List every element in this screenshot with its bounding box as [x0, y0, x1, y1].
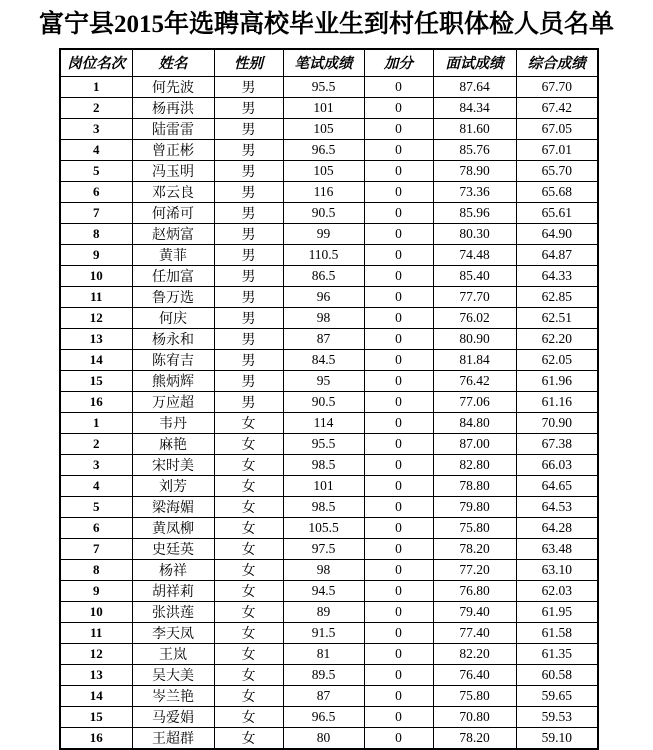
bonus-cell: 0 — [364, 559, 433, 580]
page-title: 富宁县2015年选聘高校毕业生到村任职体检人员名单 — [38, 11, 614, 38]
interview-score-cell: 75.80 — [433, 517, 516, 538]
name-cell: 王岚 — [132, 643, 214, 664]
overall-score-cell: 62.85 — [516, 286, 598, 307]
table-row — [60, 139, 598, 160]
overall-score-cell: 65.61 — [516, 202, 598, 223]
rank-cell: 11 — [60, 622, 132, 643]
rank-cell: 9 — [60, 580, 132, 601]
written-score-cell: 96.5 — [283, 139, 364, 160]
overall-score-cell: 64.53 — [516, 496, 598, 517]
interview-score-cell: 78.80 — [433, 475, 516, 496]
bonus-cell: 0 — [364, 181, 433, 202]
written-score-cell: 95.5 — [283, 433, 364, 454]
table-row — [60, 622, 598, 643]
overall-score-cell: 64.87 — [516, 244, 598, 265]
overall-score-cell: 64.65 — [516, 475, 598, 496]
interview-score-cell: 77.40 — [433, 622, 516, 643]
overall-score-cell: 64.28 — [516, 517, 598, 538]
written-score-cell: 96 — [283, 286, 364, 307]
bonus-cell: 0 — [364, 727, 433, 749]
interview-score-cell: 70.80 — [433, 706, 516, 727]
table-row — [60, 727, 598, 749]
interview-score-cell: 73.36 — [433, 181, 516, 202]
interview-score-cell: 78.20 — [433, 538, 516, 559]
bonus-cell: 0 — [364, 118, 433, 139]
overall-score-cell: 62.05 — [516, 349, 598, 370]
overall-score-cell: 63.10 — [516, 559, 598, 580]
written-score-cell: 95 — [283, 370, 364, 391]
bonus-cell: 0 — [364, 202, 433, 223]
name-cell: 杨再洪 — [132, 97, 214, 118]
table-row — [60, 580, 598, 601]
interview-score-cell: 77.20 — [433, 559, 516, 580]
name-cell: 宋时美 — [132, 454, 214, 475]
rank-cell: 12 — [60, 307, 132, 328]
interview-score-cell: 85.96 — [433, 202, 516, 223]
name-cell: 赵炳富 — [132, 223, 214, 244]
gender-cell: 女 — [214, 643, 283, 664]
rank-cell: 3 — [60, 118, 132, 139]
rank-cell: 16 — [60, 391, 132, 412]
rank-cell: 11 — [60, 286, 132, 307]
interview-score-cell: 75.80 — [433, 685, 516, 706]
bonus-cell: 0 — [364, 97, 433, 118]
overall-score-cell: 62.51 — [516, 307, 598, 328]
bonus-cell: 0 — [364, 538, 433, 559]
table-row — [60, 517, 598, 538]
table-row — [60, 223, 598, 244]
interview-score-cell: 80.30 — [433, 223, 516, 244]
bonus-cell: 0 — [364, 349, 433, 370]
written-score-cell: 101 — [283, 97, 364, 118]
written-score-cell: 116 — [283, 181, 364, 202]
overall-score-cell: 65.68 — [516, 181, 598, 202]
table-row — [60, 643, 598, 664]
gender-cell: 女 — [214, 727, 283, 749]
written-score-cell: 87 — [283, 685, 364, 706]
table-row — [60, 664, 598, 685]
rank-cell: 2 — [60, 433, 132, 454]
name-cell: 岑兰艳 — [132, 685, 214, 706]
rank-cell: 5 — [60, 496, 132, 517]
table-row — [60, 412, 598, 433]
rank-cell: 6 — [60, 517, 132, 538]
interview-score-cell: 77.70 — [433, 286, 516, 307]
rank-cell: 4 — [60, 475, 132, 496]
interview-score-cell: 74.48 — [433, 244, 516, 265]
rank-cell: 7 — [60, 202, 132, 223]
written-score-cell: 105 — [283, 160, 364, 181]
bonus-cell: 0 — [364, 76, 433, 97]
bonus-cell: 0 — [364, 685, 433, 706]
bonus-cell: 0 — [364, 664, 433, 685]
gender-cell: 男 — [214, 202, 283, 223]
overall-score-cell: 67.42 — [516, 97, 598, 118]
written-score-cell: 81 — [283, 643, 364, 664]
name-cell: 张洪莲 — [132, 601, 214, 622]
name-cell: 曾正彬 — [132, 139, 214, 160]
written-score-cell: 84.5 — [283, 349, 364, 370]
bonus-cell: 0 — [364, 412, 433, 433]
interview-score-cell: 81.84 — [433, 349, 516, 370]
col-header-bonus: 加分 — [364, 49, 433, 76]
rank-cell: 7 — [60, 538, 132, 559]
gender-cell: 男 — [214, 139, 283, 160]
gender-cell: 男 — [214, 391, 283, 412]
bonus-cell: 0 — [364, 433, 433, 454]
written-score-cell: 94.5 — [283, 580, 364, 601]
rank-cell: 16 — [60, 727, 132, 749]
interview-score-cell: 76.40 — [433, 664, 516, 685]
bonus-cell: 0 — [364, 370, 433, 391]
name-cell: 刘芳 — [132, 475, 214, 496]
rank-cell: 14 — [60, 349, 132, 370]
rank-cell: 4 — [60, 139, 132, 160]
interview-score-cell: 85.40 — [433, 265, 516, 286]
bonus-cell: 0 — [364, 706, 433, 727]
written-score-cell: 87 — [283, 328, 364, 349]
written-score-cell: 98 — [283, 307, 364, 328]
gender-cell: 女 — [214, 685, 283, 706]
col-header-rank: 岗位名次 — [60, 49, 132, 76]
rank-cell: 13 — [60, 328, 132, 349]
written-score-cell: 101 — [283, 475, 364, 496]
name-cell: 何庆 — [132, 307, 214, 328]
name-cell: 吴大美 — [132, 664, 214, 685]
written-score-cell: 98.5 — [283, 454, 364, 475]
table-row — [60, 496, 598, 517]
table-row — [60, 286, 598, 307]
overall-score-cell: 66.03 — [516, 454, 598, 475]
gender-cell: 女 — [214, 538, 283, 559]
written-score-cell: 91.5 — [283, 622, 364, 643]
table-row — [60, 328, 598, 349]
gender-cell: 女 — [214, 706, 283, 727]
written-score-cell: 86.5 — [283, 265, 364, 286]
rank-cell: 15 — [60, 370, 132, 391]
interview-score-cell: 78.90 — [433, 160, 516, 181]
name-cell: 胡祥莉 — [132, 580, 214, 601]
header-row — [60, 49, 598, 76]
rank-cell: 15 — [60, 706, 132, 727]
name-cell: 何浠可 — [132, 202, 214, 223]
rank-cell: 1 — [60, 412, 132, 433]
gender-cell: 男 — [214, 349, 283, 370]
name-cell: 黄凤柳 — [132, 517, 214, 538]
gender-cell: 女 — [214, 601, 283, 622]
bonus-cell: 0 — [364, 496, 433, 517]
rank-cell: 2 — [60, 97, 132, 118]
gender-cell: 男 — [214, 265, 283, 286]
col-header-gender: 性别 — [214, 49, 283, 76]
written-score-cell: 114 — [283, 412, 364, 433]
interview-score-cell: 87.64 — [433, 76, 516, 97]
rank-cell: 9 — [60, 244, 132, 265]
table-row — [60, 538, 598, 559]
bonus-cell: 0 — [364, 454, 433, 475]
table-header — [60, 49, 598, 76]
name-cell: 任加富 — [132, 265, 214, 286]
written-score-cell: 95.5 — [283, 76, 364, 97]
rank-cell: 10 — [60, 265, 132, 286]
table-row — [60, 349, 598, 370]
col-header-interview: 面试成绩 — [433, 49, 516, 76]
rank-cell: 12 — [60, 643, 132, 664]
overall-score-cell: 65.70 — [516, 160, 598, 181]
name-cell: 邓云良 — [132, 181, 214, 202]
written-score-cell: 89.5 — [283, 664, 364, 685]
col-header-name: 姓名 — [132, 49, 214, 76]
interview-score-cell: 87.00 — [433, 433, 516, 454]
col-header-overall: 综合成绩 — [516, 49, 598, 76]
gender-cell: 男 — [214, 181, 283, 202]
bonus-cell: 0 — [364, 517, 433, 538]
overall-score-cell: 61.16 — [516, 391, 598, 412]
name-cell: 万应超 — [132, 391, 214, 412]
gender-cell: 女 — [214, 412, 283, 433]
bonus-cell: 0 — [364, 391, 433, 412]
gender-cell: 女 — [214, 517, 283, 538]
col-header-written: 笔试成绩 — [283, 49, 364, 76]
overall-score-cell: 67.01 — [516, 139, 598, 160]
table-row — [60, 202, 598, 223]
rank-cell: 8 — [60, 559, 132, 580]
table-row — [60, 433, 598, 454]
written-score-cell: 99 — [283, 223, 364, 244]
table-row — [60, 307, 598, 328]
written-score-cell: 90.5 — [283, 391, 364, 412]
overall-score-cell: 67.38 — [516, 433, 598, 454]
overall-score-cell: 62.20 — [516, 328, 598, 349]
written-score-cell: 110.5 — [283, 244, 364, 265]
name-cell: 梁海媚 — [132, 496, 214, 517]
gender-cell: 男 — [214, 118, 283, 139]
gender-cell: 女 — [214, 475, 283, 496]
bonus-cell: 0 — [364, 160, 433, 181]
rank-cell: 5 — [60, 160, 132, 181]
overall-score-cell: 59.53 — [516, 706, 598, 727]
table-row — [60, 559, 598, 580]
rank-cell: 13 — [60, 664, 132, 685]
gender-cell: 男 — [214, 328, 283, 349]
bonus-cell: 0 — [364, 244, 433, 265]
gender-cell: 女 — [214, 664, 283, 685]
gender-cell: 男 — [214, 370, 283, 391]
bonus-cell: 0 — [364, 328, 433, 349]
table-row — [60, 160, 598, 181]
gender-cell: 女 — [214, 580, 283, 601]
table-row — [60, 244, 598, 265]
interview-score-cell: 85.76 — [433, 139, 516, 160]
name-cell: 黄菲 — [132, 244, 214, 265]
overall-score-cell: 60.58 — [516, 664, 598, 685]
interview-score-cell: 77.06 — [433, 391, 516, 412]
table-row — [60, 181, 598, 202]
overall-score-cell: 61.95 — [516, 601, 598, 622]
interview-score-cell: 79.80 — [433, 496, 516, 517]
bonus-cell: 0 — [364, 286, 433, 307]
written-score-cell: 105 — [283, 118, 364, 139]
table-row — [60, 265, 598, 286]
name-cell: 李天凤 — [132, 622, 214, 643]
bonus-cell: 0 — [364, 223, 433, 244]
gender-cell: 女 — [214, 622, 283, 643]
table-row — [60, 706, 598, 727]
table-row — [60, 97, 598, 118]
written-score-cell: 96.5 — [283, 706, 364, 727]
written-score-cell: 97.5 — [283, 538, 364, 559]
rank-cell: 8 — [60, 223, 132, 244]
interview-score-cell: 76.02 — [433, 307, 516, 328]
gender-cell: 男 — [214, 307, 283, 328]
table-body — [60, 76, 598, 749]
overall-score-cell: 63.48 — [516, 538, 598, 559]
interview-score-cell: 79.40 — [433, 601, 516, 622]
gender-cell: 女 — [214, 496, 283, 517]
name-cell: 杨祥 — [132, 559, 214, 580]
interview-score-cell: 80.90 — [433, 328, 516, 349]
name-cell: 陆雷雷 — [132, 118, 214, 139]
gender-cell: 男 — [214, 244, 283, 265]
table-row — [60, 118, 598, 139]
overall-score-cell: 64.90 — [516, 223, 598, 244]
overall-score-cell: 61.58 — [516, 622, 598, 643]
bonus-cell: 0 — [364, 475, 433, 496]
written-score-cell: 98 — [283, 559, 364, 580]
written-score-cell: 89 — [283, 601, 364, 622]
name-cell: 韦丹 — [132, 412, 214, 433]
bonus-cell: 0 — [364, 265, 433, 286]
table-row — [60, 391, 598, 412]
gender-cell: 女 — [214, 454, 283, 475]
bonus-cell: 0 — [364, 622, 433, 643]
written-score-cell: 105.5 — [283, 517, 364, 538]
table-row — [60, 370, 598, 391]
interview-score-cell: 82.20 — [433, 643, 516, 664]
bonus-cell: 0 — [364, 601, 433, 622]
interview-score-cell: 76.42 — [433, 370, 516, 391]
gender-cell: 男 — [214, 223, 283, 244]
gender-cell: 男 — [214, 76, 283, 97]
name-cell: 杨永和 — [132, 328, 214, 349]
gender-cell: 男 — [214, 286, 283, 307]
written-score-cell: 80 — [283, 727, 364, 749]
overall-score-cell: 61.96 — [516, 370, 598, 391]
bonus-cell: 0 — [364, 643, 433, 664]
name-cell: 马爱娟 — [132, 706, 214, 727]
interview-score-cell: 84.80 — [433, 412, 516, 433]
overall-score-cell: 67.05 — [516, 118, 598, 139]
table-row — [60, 601, 598, 622]
rank-cell: 1 — [60, 76, 132, 97]
name-cell: 何先波 — [132, 76, 214, 97]
overall-score-cell: 62.03 — [516, 580, 598, 601]
name-cell: 陈宥吉 — [132, 349, 214, 370]
written-score-cell: 98.5 — [283, 496, 364, 517]
interview-score-cell: 76.80 — [433, 580, 516, 601]
gender-cell: 女 — [214, 559, 283, 580]
bonus-cell: 0 — [364, 307, 433, 328]
gender-cell: 女 — [214, 433, 283, 454]
overall-score-cell: 59.65 — [516, 685, 598, 706]
table-row — [60, 685, 598, 706]
bonus-cell: 0 — [364, 139, 433, 160]
name-cell: 熊炳辉 — [132, 370, 214, 391]
bonus-cell: 0 — [364, 580, 433, 601]
written-score-cell: 90.5 — [283, 202, 364, 223]
table-row — [60, 76, 598, 97]
rank-cell: 6 — [60, 181, 132, 202]
rank-cell: 10 — [60, 601, 132, 622]
rank-cell: 14 — [60, 685, 132, 706]
name-cell: 史廷英 — [132, 538, 214, 559]
interview-score-cell: 82.80 — [433, 454, 516, 475]
name-cell: 冯玉明 — [132, 160, 214, 181]
overall-score-cell: 59.10 — [516, 727, 598, 749]
table-row — [60, 454, 598, 475]
overall-score-cell: 61.35 — [516, 643, 598, 664]
gender-cell: 男 — [214, 160, 283, 181]
candidates-table — [59, 48, 599, 750]
interview-score-cell: 84.34 — [433, 97, 516, 118]
overall-score-cell: 70.90 — [516, 412, 598, 433]
name-cell: 麻艳 — [132, 433, 214, 454]
gender-cell: 男 — [214, 97, 283, 118]
interview-score-cell: 81.60 — [433, 118, 516, 139]
overall-score-cell: 64.33 — [516, 265, 598, 286]
overall-score-cell: 67.70 — [516, 76, 598, 97]
interview-score-cell: 78.20 — [433, 727, 516, 749]
name-cell: 鲁万选 — [132, 286, 214, 307]
rank-cell: 3 — [60, 454, 132, 475]
table-row — [60, 475, 598, 496]
name-cell: 王超群 — [132, 727, 214, 749]
